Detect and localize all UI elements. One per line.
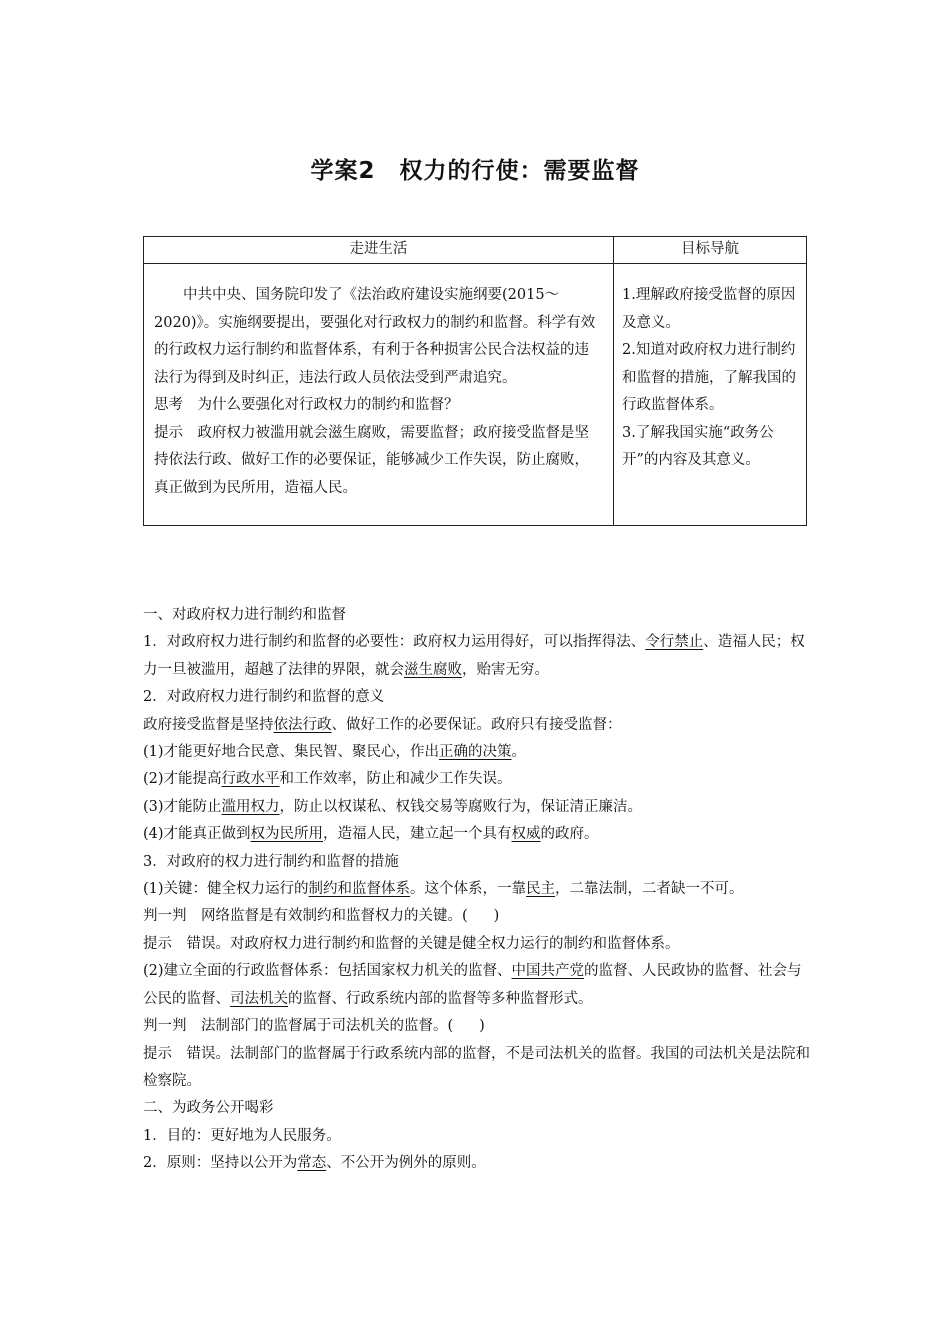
section-heading: 二、为政务公开喝彩 bbox=[143, 1100, 274, 1117]
story-text: 中共中央、国务院印发了《法治政府建设实施纲要(2015～2020)》。实施纲要提出，要强化对行政权力的制约和监督。科学有效的行政权力运行制约和监督体系，有利于各种损害公民合法权益的违法行为得到及时纠正，违法行政人员依法受到严肃追究。 bbox=[154, 287, 596, 386]
hint-answer: 提示 错误。对政府权力进行制约和监督的关键是健全权力运行的制约和监督体系。 bbox=[143, 935, 680, 952]
list-item: (1)关键：健全权力运行的制约和监督体系。这个体系，一靠民主，二靠法制，二者缺一不可。 bbox=[143, 881, 744, 898]
answer-blank: 令行禁止 bbox=[645, 634, 704, 651]
list-item: (1)才能更好地合民意、集民智、聚民心，作出正确的决策。 bbox=[143, 744, 527, 761]
list-item: 2．原则：坚持以公开为常态、不公开为例外的原则。 bbox=[143, 1155, 486, 1172]
list-item: 1．目的：更好地为人民服务。 bbox=[143, 1127, 341, 1144]
intro-table bbox=[143, 236, 807, 526]
hint-answer: 提示 错误。法制部门的监督属于行政系统内部的监督，不是司法机关的监督。我国的司法机关是法院和检察院。 bbox=[143, 1045, 810, 1089]
list-item: (3)才能防止滥用权力，防止以权谋私、权钱交易等腐败行为，保证清正廉洁。 bbox=[143, 798, 643, 815]
answer-blank: 中国共产党 bbox=[511, 963, 585, 980]
answer-blank: 常态 bbox=[297, 1155, 327, 1172]
list-item: (2)才能提高行政水平和工作效率，防止和减少工作失误。 bbox=[143, 771, 512, 788]
answer-blank: 依法行政 bbox=[273, 716, 332, 733]
main-content bbox=[143, 602, 811, 1178]
goal-item: 3.了解我国实施“政务公开”的内容及其意义。 bbox=[622, 424, 774, 468]
goal-item: 1.理解政府接受监督的原因及意义。 bbox=[622, 287, 796, 331]
goal-item: 2.知道对政府权力进行制约和监督的措施，了解我国的行政监督体系。 bbox=[622, 342, 796, 413]
section-heading: 一、对政府权力进行制约和监督 bbox=[143, 607, 346, 623]
judge-question: 判一判 网络监督是有效制约和监督权力的关键。( ) bbox=[143, 908, 500, 925]
col-header-life: 走进生活 bbox=[144, 237, 614, 264]
list-item: (2)建立全面的行政监督体系：包括国家权力机关的监督、中国共产党的监督、人民政协的监督、社会与公民的监督、司法机关的监督、行政系统内部的监督等多种监督形式。 bbox=[143, 963, 802, 1007]
story-cell bbox=[144, 264, 614, 526]
answer-blank: 民主 bbox=[526, 881, 556, 898]
answer-blank: 司法机关 bbox=[230, 990, 288, 1007]
think-line bbox=[154, 392, 603, 420]
answer-blank: 滋生腐败 bbox=[404, 661, 462, 678]
col-header-goals: 目标导航 bbox=[614, 237, 807, 264]
answer-blank: 行政水平 bbox=[221, 771, 280, 788]
paragraph: 政府接受监督是坚持依法行政、做好工作的必要保证。政府只有接受监督： bbox=[143, 716, 622, 733]
think-label: 思考 bbox=[154, 397, 183, 413]
think-question: 为什么要强化对行政权力的制约和监督？ bbox=[197, 397, 459, 413]
page-title: 学案2 权力的行使：需要监督 bbox=[310, 158, 640, 184]
paragraph: 1．对政府权力进行制约和监督的必要性：政府权力运用得好，可以指挥得法、令行禁止、造福人民；权力一旦被滥用，超越了法律的界限，就会滋生腐败，贻害无穷。 bbox=[143, 634, 805, 678]
answer-blank: 滥用权力 bbox=[221, 798, 280, 815]
answer-blank: 正确的决策 bbox=[439, 744, 512, 761]
hint-text: 政府权力被滥用就会滋生腐败，需要监督；政府接受监督是坚持依法行政、做好工作的必要保证，能够减少工作失误，防止腐败，真正做到为民所用，造福人民。 bbox=[154, 424, 589, 496]
answer-blank: 权威 bbox=[511, 826, 541, 843]
list-item: (4)才能真正做到权为民所用，造福人民，建立起一个具有权威的政府。 bbox=[143, 826, 599, 843]
sub-heading: 3．对政府的权力进行制约和监督的措施 bbox=[143, 853, 399, 870]
answer-blank: 权为民所用 bbox=[250, 826, 324, 843]
hint-line bbox=[154, 420, 603, 503]
sub-heading: 2．对政府权力进行制约和监督的意义 bbox=[143, 689, 385, 706]
judge-question: 判一判 法制部门的监督属于司法机关的监督。( ) bbox=[143, 1018, 485, 1035]
answer-blank: 制约和监督体系 bbox=[308, 881, 411, 898]
hint-label: 提示 bbox=[154, 424, 183, 441]
goals-cell bbox=[614, 264, 807, 526]
